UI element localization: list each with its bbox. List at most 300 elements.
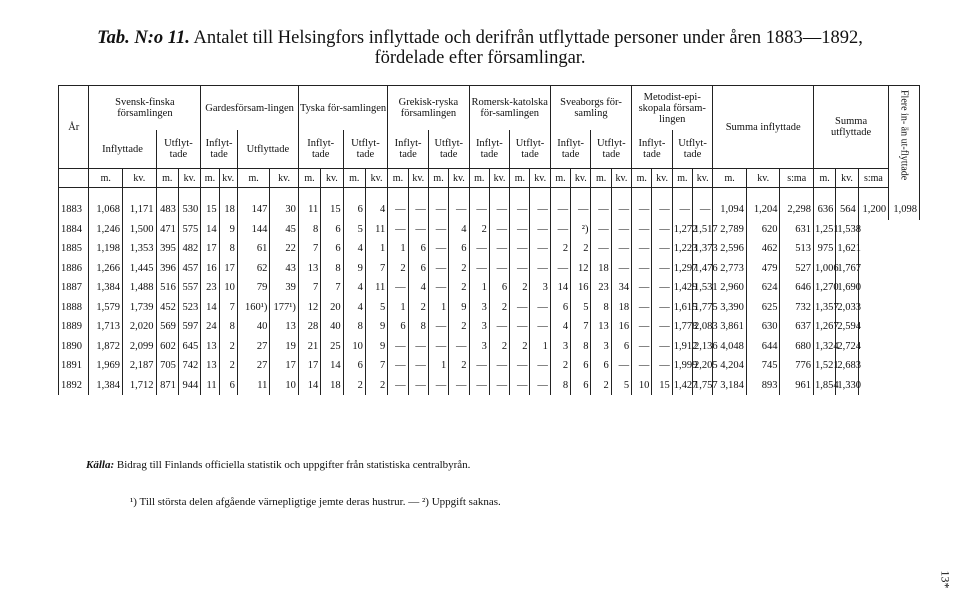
year-header: År (59, 86, 89, 169)
column-label: s:ma (780, 169, 814, 188)
data-cell: 2,683 (836, 356, 858, 376)
data-cell: — (530, 259, 550, 279)
table-row (59, 376, 920, 396)
data-cell: — (530, 376, 550, 396)
data-cell: 2 (489, 337, 509, 357)
data-cell: 7 (365, 356, 387, 376)
data-cell: — (530, 317, 550, 337)
statistics-table (58, 85, 920, 395)
data-cell: 2,596 (713, 239, 747, 259)
data-cell: — (550, 188, 570, 220)
data-cell: — (632, 239, 652, 259)
data-cell: 2 (343, 376, 365, 396)
data-cell: 23 (201, 278, 219, 298)
data-cell: 22 (270, 239, 298, 259)
data-cell: 6 (343, 188, 365, 220)
data-cell: 2,020 (123, 317, 157, 337)
data-cell: 14 (298, 376, 320, 396)
data-cell: 1,006 (813, 259, 835, 279)
data-cell: 395 (156, 239, 178, 259)
data-cell: 2,724 (836, 337, 858, 357)
summa-ut-header: Summa utflyttade (813, 86, 888, 169)
data-cell: — (388, 356, 408, 376)
data-cell: 1 (469, 278, 489, 298)
data-cell: 3,861 (713, 317, 747, 337)
data-cell: 13 (201, 356, 219, 376)
data-cell: 2 (469, 220, 489, 240)
data-cell: — (530, 298, 550, 318)
table-row (59, 298, 920, 318)
data-cell: — (449, 337, 469, 357)
sub-header: Inflyttade (89, 130, 156, 169)
data-cell: 2 (219, 356, 237, 376)
year-cell: 1885 (59, 239, 89, 259)
data-cell: 6 (550, 298, 570, 318)
data-cell: 961 (780, 376, 814, 396)
data-cell: 147 (237, 188, 270, 220)
flere-header (889, 86, 920, 188)
group-header: Sveaborgs för-samling (550, 86, 631, 131)
data-cell: 2 (489, 298, 509, 318)
data-cell: 1,068 (89, 188, 123, 220)
data-cell: 8 (219, 317, 237, 337)
column-label: m. (550, 169, 570, 188)
data-cell: 6 (408, 259, 428, 279)
data-cell: 2 (449, 317, 469, 337)
footnote: ¹) Till största delen afgående värnepligtige jemte deras hustrur. — ²) Uppgift saknas. (130, 496, 501, 508)
data-cell: 2 (449, 356, 469, 376)
data-cell: 3 (469, 317, 489, 337)
data-cell: 8 (321, 259, 343, 279)
data-cell: 624 (746, 278, 780, 298)
column-label: kv. (746, 169, 780, 188)
data-cell: — (652, 239, 672, 259)
data-cell: 7 (219, 298, 237, 318)
data-cell: 17 (219, 259, 237, 279)
year-cell: 1886 (59, 259, 89, 279)
data-cell: 462 (746, 239, 780, 259)
data-cell: 8 (550, 376, 570, 396)
data-cell: 13 (298, 259, 320, 279)
data-cell: 2 (550, 356, 570, 376)
sub-header: Utflyt-tade (672, 130, 713, 169)
data-cell: 177¹) (270, 298, 298, 318)
data-cell: 2,033 (836, 298, 858, 318)
column-label: m. (469, 169, 489, 188)
data-cell: 27 (237, 356, 270, 376)
data-cell: 1,384 (89, 278, 123, 298)
data-cell: 3 (591, 337, 611, 357)
data-cell: 1,775 (693, 298, 713, 318)
data-cell: — (632, 337, 652, 357)
data-cell: 3 (530, 278, 550, 298)
column-label: m. (713, 169, 747, 188)
data-cell: — (652, 278, 672, 298)
data-cell: — (428, 278, 448, 298)
data-cell: — (510, 356, 530, 376)
data-cell: — (428, 337, 448, 357)
data-cell: 2 (449, 278, 469, 298)
data-cell: 1 (388, 298, 408, 318)
data-cell: — (469, 356, 489, 376)
data-cell: 20 (321, 298, 343, 318)
data-cell: 1 (428, 298, 448, 318)
data-cell: 1,521 (813, 356, 835, 376)
data-cell: 160¹) (237, 298, 270, 318)
data-cell: 10 (270, 376, 298, 396)
data-cell: 530 (178, 188, 200, 220)
data-cell: 2,136 (693, 337, 713, 357)
data-cell: 40 (237, 317, 270, 337)
column-label: kv. (652, 169, 672, 188)
data-cell: 1,098 (889, 188, 920, 220)
data-cell: 1,427 (672, 376, 692, 396)
data-cell: 28 (298, 317, 320, 337)
data-cell: 5 (343, 220, 365, 240)
data-cell: 1,517 (693, 220, 713, 240)
table-row (59, 337, 920, 357)
column-label: m. (591, 169, 611, 188)
data-cell: — (510, 188, 530, 220)
data-cell: 7 (298, 239, 320, 259)
data-cell: — (591, 220, 611, 240)
data-cell: 1,297 (672, 259, 692, 279)
data-cell: 625 (746, 298, 780, 318)
data-cell: 2 (408, 298, 428, 318)
data-cell: 1,384 (89, 376, 123, 396)
data-cell: 24 (201, 317, 219, 337)
data-cell: — (428, 259, 448, 279)
table-row (59, 259, 920, 279)
data-cell: 4 (408, 278, 428, 298)
column-label: kv. (123, 169, 157, 188)
data-cell: 43 (270, 259, 298, 279)
data-cell: 8 (343, 317, 365, 337)
data-cell: 9 (343, 259, 365, 279)
data-cell: — (611, 356, 631, 376)
data-cell: 742 (178, 356, 200, 376)
data-cell: 4 (365, 188, 387, 220)
data-cell: 6 (408, 239, 428, 259)
data-cell: — (449, 188, 469, 220)
data-cell: 680 (780, 337, 814, 357)
year-cell: 1888 (59, 298, 89, 318)
column-label: m. (813, 169, 835, 188)
data-cell: 1,429 (672, 278, 692, 298)
data-cell: — (489, 376, 509, 396)
table-row (59, 220, 920, 240)
data-cell: — (652, 337, 672, 357)
data-cell: ²) (571, 220, 591, 240)
column-label: m. (632, 169, 652, 188)
data-cell: 1,246 (89, 220, 123, 240)
data-cell: 13 (591, 317, 611, 337)
data-cell: 4 (449, 220, 469, 240)
data-cell: 13 (201, 337, 219, 357)
column-label: m. (89, 169, 123, 188)
data-cell: — (571, 188, 591, 220)
data-cell: 7 (321, 278, 343, 298)
data-cell: 1,324 (813, 337, 835, 357)
data-cell: 1,854 (813, 376, 835, 396)
data-cell: 557 (178, 278, 200, 298)
table-row (59, 188, 920, 220)
data-cell: 17 (201, 239, 219, 259)
data-cell: — (632, 356, 652, 376)
data-cell: 12 (298, 298, 320, 318)
column-label: kv. (449, 169, 469, 188)
data-cell: 1,266 (89, 259, 123, 279)
data-cell: 6 (571, 376, 591, 396)
data-cell: — (388, 337, 408, 357)
sub-header: Inflyt-tade (388, 130, 429, 169)
data-cell: 10 (632, 376, 652, 396)
data-cell: 2,187 (123, 356, 157, 376)
data-cell: 27 (237, 337, 270, 357)
data-cell: 1,272 (672, 220, 692, 240)
summa-in-header: Summa inflyttade (713, 86, 814, 169)
data-cell: 8 (571, 337, 591, 357)
column-label: kv. (530, 169, 550, 188)
data-cell: 6 (489, 278, 509, 298)
group-header: Grekisk-ryska församlingen (388, 86, 469, 131)
column-label: kv. (365, 169, 387, 188)
data-cell: — (489, 356, 509, 376)
data-cell: — (693, 188, 713, 220)
data-cell: 646 (780, 278, 814, 298)
data-cell: 620 (746, 220, 780, 240)
data-cell: 452 (156, 298, 178, 318)
sub-header: Utflyt-tade (156, 130, 201, 169)
data-cell: 1,267 (813, 317, 835, 337)
data-cell: — (408, 220, 428, 240)
table-row (59, 317, 920, 337)
data-cell: 4 (343, 239, 365, 259)
data-cell: 14 (201, 220, 219, 240)
data-cell: — (388, 220, 408, 240)
data-cell: 2,099 (123, 337, 157, 357)
data-cell: 482 (178, 239, 200, 259)
data-cell: 11 (237, 376, 270, 396)
data-cell: — (530, 356, 550, 376)
data-cell: 10 (219, 278, 237, 298)
data-cell: — (530, 188, 550, 220)
column-label: kv. (489, 169, 509, 188)
year-cell: 1884 (59, 220, 89, 240)
column-label: m. (672, 169, 692, 188)
data-cell: 1,223 (672, 239, 692, 259)
year-label-cell (59, 169, 89, 188)
data-cell: 1,353 (123, 239, 157, 259)
table-row (59, 356, 920, 376)
data-cell: 1,872 (89, 337, 123, 357)
data-cell: — (489, 220, 509, 240)
data-cell: 745 (746, 356, 780, 376)
data-cell: 2,083 (693, 317, 713, 337)
data-cell: 8 (591, 298, 611, 318)
sub-header: Utflyttade (237, 130, 298, 169)
data-cell: 30 (270, 188, 298, 220)
data-cell: 9 (449, 298, 469, 318)
data-cell: 8 (298, 220, 320, 240)
data-cell: 15 (321, 188, 343, 220)
data-cell: 39 (270, 278, 298, 298)
data-cell: — (408, 188, 428, 220)
data-cell: — (469, 239, 489, 259)
data-cell: 1,445 (123, 259, 157, 279)
data-cell: 6 (321, 220, 343, 240)
column-label: kv. (611, 169, 631, 188)
data-cell: 396 (156, 259, 178, 279)
table-title (0, 28, 960, 68)
data-cell: 2 (449, 259, 469, 279)
data-cell: 9 (365, 337, 387, 357)
data-cell: — (611, 259, 631, 279)
data-cell: 79 (237, 278, 270, 298)
data-cell: 893 (746, 376, 780, 396)
data-cell: 975 (813, 239, 835, 259)
data-cell: 871 (156, 376, 178, 396)
data-cell: 516 (156, 278, 178, 298)
data-cell: — (489, 317, 509, 337)
data-cell: 4 (550, 317, 570, 337)
data-cell: 6 (449, 239, 469, 259)
data-cell: — (388, 188, 408, 220)
data-cell: 16 (201, 259, 219, 279)
data-cell: 6 (219, 376, 237, 396)
data-cell: 4 (343, 278, 365, 298)
column-label: kv. (178, 169, 200, 188)
data-cell: 10 (343, 337, 365, 357)
column-label: kv. (836, 169, 858, 188)
data-cell: 2 (591, 376, 611, 396)
data-cell: 1 (530, 337, 550, 357)
data-cell: — (632, 259, 652, 279)
data-cell: — (428, 376, 448, 396)
data-cell: 3 (550, 337, 570, 357)
sub-header: Utflyt-tade (510, 130, 551, 169)
data-cell: — (510, 298, 530, 318)
data-cell: — (652, 220, 672, 240)
data-cell: 25 (321, 337, 343, 357)
data-cell: 14 (321, 356, 343, 376)
data-cell: — (408, 376, 428, 396)
data-cell: — (530, 239, 550, 259)
data-cell: — (632, 278, 652, 298)
data-cell: 569 (156, 317, 178, 337)
data-cell: — (510, 239, 530, 259)
flere-header-text: Flere in- än ut-flyttade (898, 90, 910, 181)
data-cell: 1 (388, 239, 408, 259)
data-cell: 11 (298, 188, 320, 220)
data-cell: — (672, 188, 692, 220)
data-cell: — (449, 376, 469, 396)
data-cell: — (408, 356, 428, 376)
data-cell: 13 (270, 317, 298, 337)
data-cell: 6 (321, 239, 343, 259)
data-cell: 18 (591, 259, 611, 279)
year-cell: 1891 (59, 356, 89, 376)
data-cell: 776 (780, 356, 814, 376)
data-cell: 1,476 (693, 259, 713, 279)
data-cell: 1,579 (89, 298, 123, 318)
data-cell: — (530, 220, 550, 240)
data-cell: 1,171 (123, 188, 157, 220)
data-cell: 2 (550, 239, 570, 259)
data-cell: 4 (343, 298, 365, 318)
year-cell: 1890 (59, 337, 89, 357)
data-cell: 1,330 (836, 376, 858, 396)
data-cell: 2 (365, 376, 387, 396)
data-cell: 11 (365, 220, 387, 240)
data-cell: 2,298 (780, 188, 814, 220)
data-cell: 3,184 (713, 376, 747, 396)
data-cell: 7 (298, 278, 320, 298)
data-cell: — (591, 239, 611, 259)
data-cell: — (469, 376, 489, 396)
year-cell: 1887 (59, 278, 89, 298)
data-cell: 2,960 (713, 278, 747, 298)
data-cell: 62 (237, 259, 270, 279)
table-row (59, 278, 920, 298)
data-cell: 636 (813, 188, 835, 220)
title-line-1: Antalet till Helsingfors inflyttade och derifrån utflyttade personer under åren 1883—1892, (193, 28, 863, 48)
data-cell: 637 (780, 317, 814, 337)
data-cell: 1,969 (89, 356, 123, 376)
data-cell: 5 (571, 298, 591, 318)
source-text: Bidrag till Finlands officiella statistik och uppgifter från statistiska centralbyrån. (116, 459, 471, 471)
data-cell: 564 (836, 188, 858, 220)
data-cell: 1,767 (836, 259, 858, 279)
data-cell: — (550, 220, 570, 240)
data-cell: 19 (270, 337, 298, 357)
data-cell: 40 (321, 317, 343, 337)
data-cell: — (428, 317, 448, 337)
data-cell: 1,999 (672, 356, 692, 376)
data-cell: 9 (365, 317, 387, 337)
data-cell: — (428, 220, 448, 240)
column-label: m. (298, 169, 320, 188)
data-cell: 2,789 (713, 220, 747, 240)
column-label: m. (156, 169, 178, 188)
data-cell: 6 (388, 317, 408, 337)
data-cell: — (652, 356, 672, 376)
data-cell: 18 (611, 298, 631, 318)
data-cell: — (469, 259, 489, 279)
data-cell: 523 (178, 298, 200, 318)
data-cell: 513 (780, 239, 814, 259)
data-cell: — (388, 376, 408, 396)
data-cell: 1,615 (672, 298, 692, 318)
data-cell: — (652, 259, 672, 279)
data-cell: 602 (156, 337, 178, 357)
data-cell: 1,713 (89, 317, 123, 337)
data-cell: 144 (237, 220, 270, 240)
data-cell: 6 (343, 356, 365, 376)
sub-header: Inflyt-tade (201, 130, 238, 169)
data-cell: — (611, 188, 631, 220)
column-label: m. (388, 169, 408, 188)
data-cell: 21 (298, 337, 320, 357)
data-cell: 12 (571, 259, 591, 279)
table-number: Tab. N:o 11. (97, 28, 190, 48)
data-cell: 483 (156, 188, 178, 220)
data-cell: — (489, 188, 509, 220)
sub-header: Inflyt-tade (469, 130, 510, 169)
data-cell: 2,205 (693, 356, 713, 376)
column-label: kv. (321, 169, 343, 188)
data-cell: 630 (746, 317, 780, 337)
